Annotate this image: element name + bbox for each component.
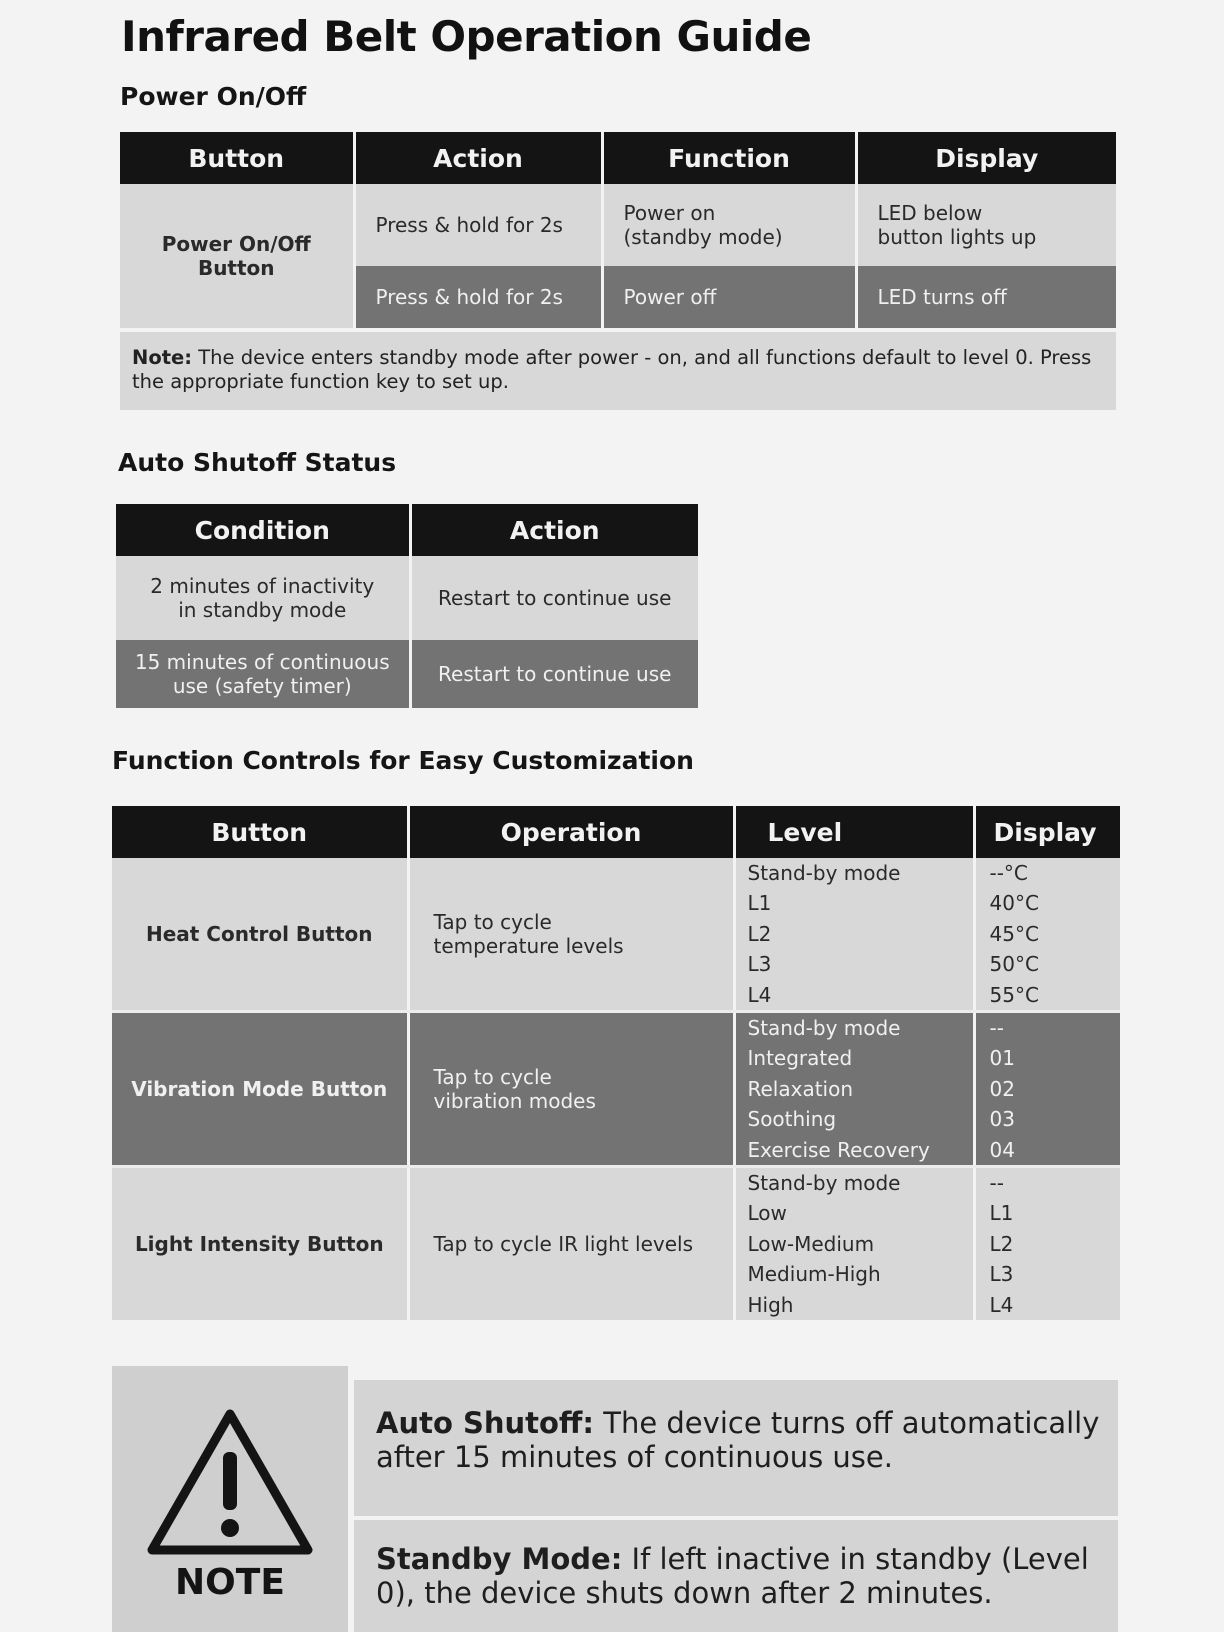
display-item: --°C bbox=[989, 861, 1028, 885]
functions-header-row bbox=[112, 806, 1120, 858]
power-button-name: Power On/Off Button bbox=[120, 184, 354, 330]
warning-icon bbox=[142, 1404, 318, 1564]
shutoff-header-condition: Condition bbox=[116, 504, 410, 556]
power-function: Power on (standby mode) bbox=[602, 184, 856, 266]
shutoff-table bbox=[116, 504, 698, 708]
power-display: LED below button lights up bbox=[856, 184, 1116, 266]
power-display: LED turns off bbox=[856, 266, 1116, 330]
functions-table bbox=[112, 806, 1120, 1320]
functions-header-operation: Operation bbox=[408, 806, 734, 858]
shutoff-condition: 15 minutes of continuous use (safety timer) bbox=[116, 640, 410, 708]
function-row-heat bbox=[112, 858, 1120, 1012]
level-item: Stand-by mode bbox=[747, 1016, 901, 1041]
note-item-standby bbox=[354, 1520, 1118, 1632]
display-item: 04 bbox=[989, 1137, 1015, 1162]
vibration-mode-button: Vibration Mode Button bbox=[112, 1012, 408, 1167]
display-item: 40°C bbox=[989, 891, 1039, 916]
level-item: L4 bbox=[747, 982, 772, 1007]
heat-levels bbox=[734, 858, 974, 1012]
shutoff-action: Restart to continue use bbox=[410, 640, 698, 708]
display-item: 01 bbox=[989, 1046, 1015, 1071]
level-item: L1 bbox=[747, 891, 772, 916]
display-item: 03 bbox=[989, 1107, 1015, 1132]
power-header-function: Function bbox=[602, 132, 856, 184]
vibration-operation: Tap to cycle vibration modes bbox=[408, 1012, 734, 1167]
power-header-action: Action bbox=[354, 132, 602, 184]
level-item: Soothing bbox=[747, 1107, 837, 1132]
display-item: 50°C bbox=[989, 952, 1039, 977]
note-panel bbox=[112, 1366, 348, 1632]
note-label: NOTE bbox=[175, 1562, 285, 1603]
light-levels bbox=[734, 1167, 974, 1321]
shutoff-row bbox=[116, 556, 698, 640]
display-item: L1 bbox=[989, 1201, 1014, 1226]
shutoff-header-row bbox=[116, 504, 698, 556]
light-operation: Tap to cycle IR light levels bbox=[408, 1167, 734, 1321]
level-item: L3 bbox=[747, 952, 772, 977]
note-item-text: If left inactive in standby (Level 0), the device shuts down after 2 minutes. bbox=[376, 1542, 1089, 1610]
display-item: 55°C bbox=[989, 982, 1039, 1007]
note-item-text: The device turns off automatically after 15 minutes of continuous use. bbox=[376, 1406, 1100, 1474]
functions-heading: Function Controls for Easy Customization bbox=[112, 746, 694, 775]
level-item: Low bbox=[747, 1201, 787, 1226]
level-item: Integrated bbox=[747, 1046, 853, 1071]
light-intensity-button: Light Intensity Button bbox=[112, 1167, 408, 1321]
function-row-vibration bbox=[112, 1012, 1120, 1167]
shutoff-condition: 2 minutes of inactivity in standby mode bbox=[116, 556, 410, 640]
shutoff-row bbox=[116, 640, 698, 708]
display-item: -- bbox=[989, 1016, 1004, 1041]
heat-operation: Tap to cycle temperature levels bbox=[408, 858, 734, 1012]
note-item-title: Standby Mode: bbox=[376, 1542, 623, 1576]
power-note-text: The device enters standby mode after power - on, and all functions default to level 0. Press the appropriate function key to set up. bbox=[132, 346, 1092, 393]
display-item: 02 bbox=[989, 1076, 1015, 1101]
functions-header-display: Display bbox=[974, 806, 1120, 858]
level-item: Stand-by mode bbox=[747, 861, 901, 885]
power-table bbox=[120, 132, 1116, 410]
display-item: L3 bbox=[989, 1262, 1014, 1287]
light-displays bbox=[974, 1167, 1120, 1321]
display-item: 45°C bbox=[989, 921, 1039, 946]
shutoff-action: Restart to continue use bbox=[410, 556, 698, 640]
display-item: -- bbox=[989, 1171, 1004, 1196]
power-note bbox=[120, 330, 1116, 410]
functions-header-button: Button bbox=[112, 806, 408, 858]
level-item: Medium-High bbox=[747, 1262, 881, 1287]
level-item: Exercise Recovery bbox=[747, 1137, 930, 1162]
shutoff-header-action: Action bbox=[410, 504, 698, 556]
level-item: Stand-by mode bbox=[747, 1171, 901, 1196]
note-item-title: Auto Shutoff: bbox=[376, 1406, 595, 1440]
power-heading: Power On/Off bbox=[120, 82, 307, 111]
power-note-label: Note: bbox=[132, 346, 193, 369]
power-action: Press & hold for 2s bbox=[354, 184, 602, 266]
level-item: L2 bbox=[747, 921, 772, 946]
shutoff-heading: Auto Shutoff Status bbox=[118, 448, 397, 477]
function-row-light bbox=[112, 1167, 1120, 1321]
level-item: High bbox=[747, 1292, 794, 1317]
heat-displays bbox=[974, 858, 1120, 1012]
power-note-row bbox=[120, 330, 1116, 410]
level-item: Relaxation bbox=[747, 1076, 854, 1101]
functions-header-level: Level bbox=[734, 806, 974, 858]
display-item: L4 bbox=[989, 1292, 1014, 1317]
page-title: Infrared Belt Operation Guide bbox=[121, 12, 812, 61]
power-action: Press & hold for 2s bbox=[354, 266, 602, 330]
power-header-row bbox=[120, 132, 1116, 184]
note-item-auto-shutoff bbox=[354, 1380, 1118, 1516]
power-header-display: Display bbox=[856, 132, 1116, 184]
display-item: L2 bbox=[989, 1231, 1014, 1256]
heat-control-button: Heat Control Button bbox=[112, 858, 408, 1012]
level-item: Low-Medium bbox=[747, 1231, 875, 1256]
power-function: Power off bbox=[602, 266, 856, 330]
vibration-levels bbox=[734, 1012, 974, 1167]
power-row bbox=[120, 184, 1116, 266]
vibration-displays bbox=[974, 1012, 1120, 1167]
power-header-button: Button bbox=[120, 132, 354, 184]
